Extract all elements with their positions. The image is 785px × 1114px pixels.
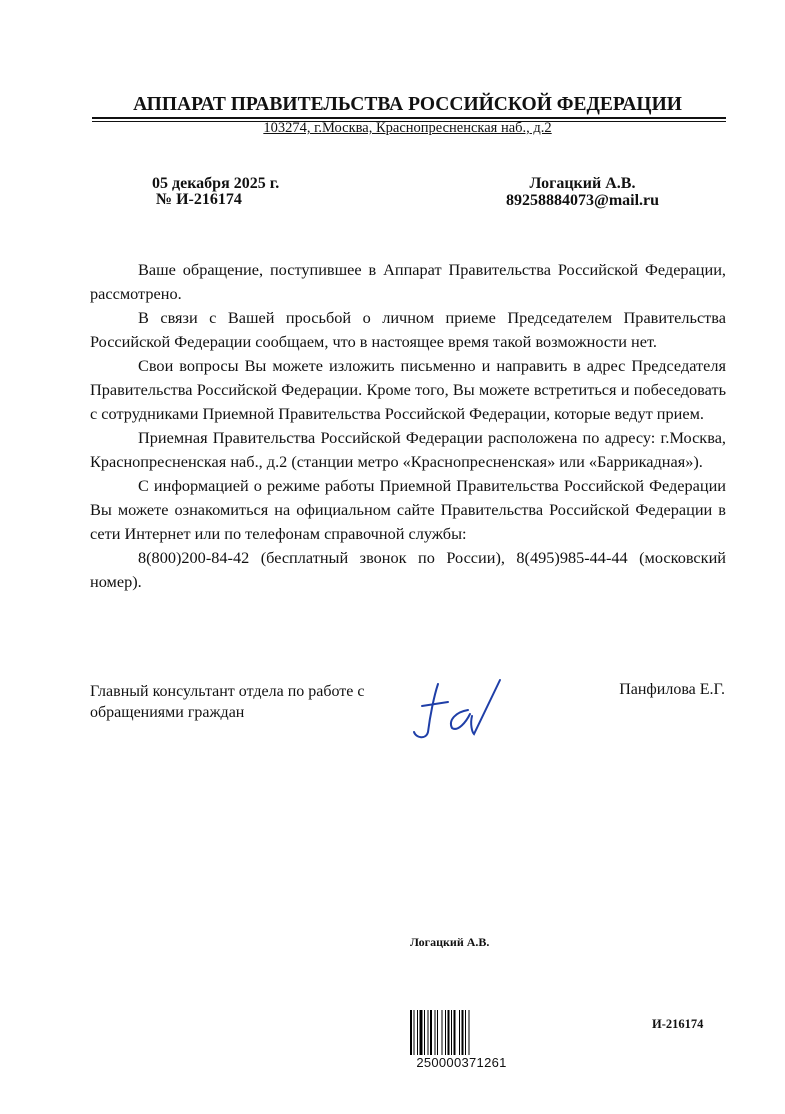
- reference-number: И-216174: [652, 1017, 704, 1031]
- barcode-bar: [469, 1010, 470, 1055]
- barcode-bar: [417, 1010, 418, 1055]
- barcode-bar: [442, 1010, 443, 1055]
- recipient-email: 89258884073@mail.ru: [505, 192, 660, 209]
- barcode: [410, 1010, 513, 1055]
- paragraph: С информацией о режиме работы Приемной Правительства Российской Федерации Вы можете ознакомиться на официальном сайте Правительства Российской Федерации в сети Интернет или по телефонам справочной службы:: [90, 476, 726, 543]
- header-rule-thick: [92, 117, 726, 119]
- barcode-bar: [462, 1010, 464, 1055]
- letter-date: 05 декабря 2025 г.: [152, 175, 280, 192]
- handwritten-signature: [408, 676, 508, 742]
- organization-title: АППАРАТ ПРАВИТЕЛЬСТВА РОССИЙСКОЙ ФЕДЕРАЦИИ: [133, 94, 682, 115]
- barcode-bar: [430, 1010, 432, 1055]
- barcode-bar: [448, 1010, 450, 1055]
- paragraph: Ваше обращение, поступившее в Аппарат Правительства Российской Федерации, рассмотрено.: [90, 260, 726, 303]
- barcode-bar: [465, 1010, 466, 1055]
- barcode-bar: [428, 1010, 429, 1055]
- barcode-bar: [410, 1010, 412, 1055]
- barcode-bar: [445, 1010, 446, 1055]
- paragraph: 8(800)200-84-42 (бесплатный звонок по России), 8(495)985-44-44 (московский номер).: [90, 548, 726, 591]
- paragraph: Свои вопросы Вы можете изложить письменно и направить в адрес Председателя Правительства Российской Федерации. Кроме того, Вы можете встретиться и побеседовать с сотрудниками Приемной Правительства Российской Федерации, которые ведут прием.: [90, 356, 726, 423]
- barcode-bar: [451, 1010, 452, 1055]
- barcode-bar: [459, 1010, 460, 1055]
- signatory-position: Главный консультант отдела по работе с обращениями граждан: [90, 683, 365, 721]
- recipient-name: Логацкий А.В.: [529, 175, 636, 192]
- barcode-number: 250000371261: [416, 1055, 507, 1070]
- letter-number: № И-216174: [156, 191, 242, 208]
- barcode-bar: [420, 1010, 423, 1055]
- paragraph: В связи с Вашей просьбой о личном приеме Председателем Правительства Российской Федерации сообщаем, что в настоящее время такой возможности нет.: [90, 308, 726, 351]
- letter-body: [90, 258, 726, 594]
- barcode-bar: [454, 1010, 456, 1055]
- signer-name: Панфилова Е.Г.: [619, 681, 725, 698]
- organization-address: 103274, г.Москва, Краснопресненская наб., д.2: [263, 120, 552, 136]
- barcode-bar: [437, 1010, 438, 1055]
- barcode-bar: [435, 1010, 436, 1055]
- executor-name: Логацкий А.В.: [410, 935, 490, 949]
- paragraph: Приемная Правительства Российской Федерации расположена по адресу: г.Москва, Краснопресненская наб., д.2 (станции метро «Краснопресненская» или «Баррикадная»).: [90, 428, 726, 471]
- barcode-bar: [424, 1010, 425, 1055]
- barcode-bar: [414, 1010, 415, 1055]
